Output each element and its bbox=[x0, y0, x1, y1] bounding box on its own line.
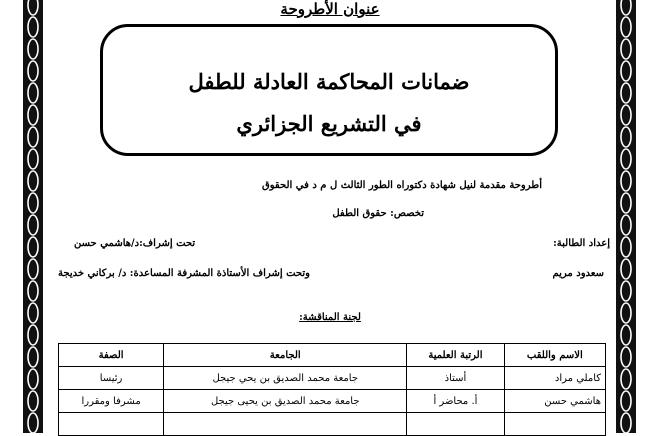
chain-link bbox=[28, 215, 38, 235]
chain-link bbox=[621, 369, 631, 389]
table-row bbox=[59, 390, 606, 413]
specialty: تخصص: حقوق الطفل bbox=[332, 208, 424, 219]
chain-link bbox=[28, 39, 38, 59]
chain-link bbox=[28, 325, 38, 345]
chain-link bbox=[28, 171, 38, 191]
chain-link bbox=[28, 61, 38, 81]
decorative-border-left bbox=[23, 0, 43, 433]
member-role: رئيسا bbox=[59, 367, 164, 390]
chain-link bbox=[28, 281, 38, 301]
table-cell bbox=[504, 413, 605, 436]
chain-link bbox=[621, 39, 631, 59]
chain-link bbox=[28, 149, 38, 169]
column-header-role: الصفة bbox=[59, 344, 164, 367]
chain-link bbox=[621, 259, 631, 279]
member-rank: أ. محاضر أ bbox=[407, 390, 504, 413]
chain-link bbox=[28, 127, 38, 147]
chain-link bbox=[621, 347, 631, 367]
column-header-rank: الرتبة العلمية bbox=[407, 344, 504, 367]
chain-link bbox=[621, 83, 631, 103]
supervisor: تحت إشراف:د/هاشمي حسن bbox=[74, 238, 196, 249]
chain-pattern-icon bbox=[616, 0, 636, 433]
chain-link bbox=[621, 149, 631, 169]
thesis-title-line-1: ضمانات المحاكمة العادلة للطفل bbox=[188, 69, 470, 94]
chain-pattern-icon bbox=[23, 0, 43, 433]
member-role: مشرفا ومقررا bbox=[59, 390, 164, 413]
chain-link bbox=[621, 193, 631, 213]
member-name: هاشمي حسن bbox=[504, 390, 605, 413]
chain-link bbox=[621, 17, 631, 37]
chain-link bbox=[28, 0, 38, 15]
thesis-cover-page bbox=[50, 0, 610, 433]
chain-link bbox=[28, 259, 38, 279]
table-row bbox=[59, 367, 606, 390]
chain-link bbox=[621, 391, 631, 411]
prepared-by-label: إعداد الطالبة: bbox=[553, 238, 610, 249]
chain-link bbox=[621, 61, 631, 81]
decorative-border-right bbox=[616, 0, 636, 433]
committee-table bbox=[58, 343, 606, 436]
column-header-university: الجامعة bbox=[164, 344, 407, 367]
title-frame bbox=[100, 24, 558, 156]
column-header-name: الاسم واللقب bbox=[504, 344, 605, 367]
chain-link bbox=[28, 83, 38, 103]
chain-link bbox=[28, 303, 38, 323]
table-row bbox=[59, 413, 606, 436]
thesis-title-line-2: في التشريع الجزائري bbox=[236, 111, 422, 136]
chain-link bbox=[621, 0, 631, 15]
chain-link bbox=[621, 215, 631, 235]
chain-link bbox=[28, 391, 38, 411]
chain-link bbox=[28, 237, 38, 257]
chain-link bbox=[621, 105, 631, 125]
table-cell bbox=[407, 413, 504, 436]
member-university: جامعة محمد الصديق بن يحيى جيجل bbox=[164, 390, 407, 413]
member-university: جامعة محمد الصديق بن يحي جيجل bbox=[164, 367, 407, 390]
chain-link bbox=[28, 105, 38, 125]
member-rank: أستاذ bbox=[407, 367, 504, 390]
chain-link bbox=[621, 413, 631, 433]
member-name: كاملي مراد bbox=[504, 367, 605, 390]
table-cell bbox=[59, 413, 164, 436]
co-supervisor: وتحت إشراف الأستاذة المشرفة المساعدة: د/ بركاني خديجة bbox=[58, 268, 310, 279]
chain-link bbox=[28, 369, 38, 389]
chain-link bbox=[28, 347, 38, 367]
student-name: سعدود مريم bbox=[552, 268, 604, 279]
chain-link bbox=[621, 127, 631, 147]
chain-link bbox=[621, 171, 631, 191]
committee-heading: لجنة المناقشة: bbox=[299, 312, 361, 323]
chain-link bbox=[621, 325, 631, 345]
table-cell bbox=[164, 413, 407, 436]
chain-link bbox=[28, 17, 38, 37]
chain-link bbox=[28, 193, 38, 213]
table-header-row bbox=[59, 344, 606, 367]
chain-link bbox=[28, 413, 38, 433]
chain-link bbox=[621, 237, 631, 257]
chain-link bbox=[621, 303, 631, 323]
chain-link bbox=[621, 281, 631, 301]
degree-description: أطروحة مقدمة لنيل شهادة دكتوراه الطور الثالث ل م د في الحقوق bbox=[262, 180, 542, 191]
thesis-title-heading: عنوان الأطروحة bbox=[280, 0, 380, 18]
